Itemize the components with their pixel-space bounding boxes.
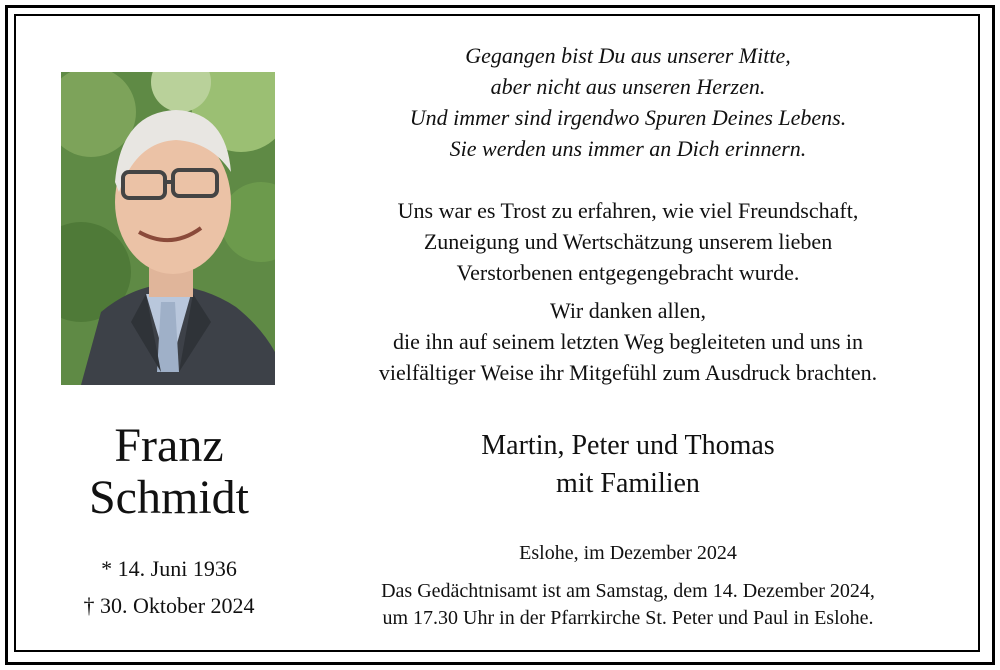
thanks-line: die ihn auf seinem letzten Weg begleiteten und uns in bbox=[392, 329, 864, 354]
thanks-line: Uns war es Trost zu erfahren, wie viel Freundschaft, bbox=[397, 198, 859, 223]
birth-date: * 14. Juni 1936 bbox=[101, 556, 237, 581]
family-line: Martin, Peter und Thomas bbox=[481, 430, 775, 461]
portrait-photo bbox=[61, 72, 275, 385]
death-date: † 30. Oktober 2024 bbox=[83, 593, 255, 618]
first-name: Franz bbox=[114, 419, 224, 472]
poem-line: Sie werden uns immer an Dich erinnern. bbox=[449, 136, 807, 161]
last-name: Schmidt bbox=[88, 471, 249, 524]
thanks-paragraph-1 bbox=[320, 195, 936, 288]
thanks-line: Wir danken allen, bbox=[549, 298, 707, 323]
thanks-line: Zuneigung und Wertschätzung unserem lieben bbox=[423, 229, 833, 254]
place-date: Eslohe, im Dezember 2024 bbox=[519, 542, 737, 564]
thanks-line: Verstorbenen entgegengebracht wurde. bbox=[456, 260, 800, 285]
portrait-illustration bbox=[61, 72, 275, 385]
poem-line: Und immer sind irgendwo Spuren Deines Lebens. bbox=[409, 105, 847, 130]
poem bbox=[320, 40, 936, 164]
family-signature bbox=[320, 427, 936, 503]
memorial-mass-notice bbox=[320, 578, 936, 632]
mass-line: um 17.30 Uhr in der Pfarrkirche St. Peter und Paul in Eslohe. bbox=[382, 607, 874, 629]
poem-line: Gegangen bist Du aus unserer Mitte, bbox=[465, 43, 791, 68]
family-line: mit Familien bbox=[556, 468, 700, 499]
thanks-paragraph-2 bbox=[320, 295, 936, 388]
poem-line: aber nicht aus unseren Herzen. bbox=[490, 74, 766, 99]
thanks-line: vielfältiger Weise ihr Mitgefühl zum Ausdruck brachten. bbox=[378, 360, 878, 385]
mass-line: Das Gedächtnisamt ist am Samstag, dem 14. Dezember 2024, bbox=[381, 580, 875, 602]
